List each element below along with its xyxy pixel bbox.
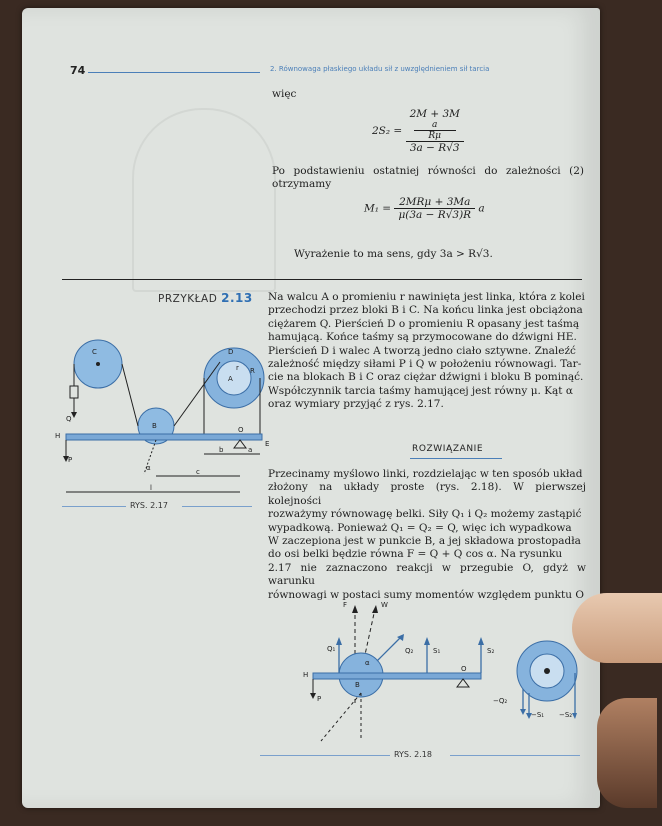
label-p: P [317, 695, 322, 703]
formula-fraction [406, 108, 464, 154]
section-divider [62, 279, 582, 280]
label-o: O [461, 665, 467, 673]
lever-free [313, 673, 481, 679]
example-label [158, 291, 253, 305]
label-h: H [303, 671, 309, 679]
label-minus-q2: −Q₂ [493, 697, 508, 705]
formula-lhs: M₁ = [364, 202, 392, 215]
statement-line: Pierścień D i walec A tworzą jedno ciało sztywne. Znaleźć [268, 344, 576, 357]
finger-overlay [597, 698, 657, 808]
label-q2: Q₂ [405, 647, 414, 655]
formula-fraction [394, 196, 475, 221]
caption-rule-right [182, 506, 252, 507]
statement-line: Współczynnik tarcia taśmy hamującej jest równy μ. Kąt α [268, 384, 573, 397]
solution-line: wypadkową. Ponieważ Q₁ = Q₂ = Q, więc ich wypadkowa [268, 521, 572, 534]
inner-fraction [410, 120, 460, 141]
label-dim-a: a [248, 446, 253, 454]
formula-lhs: 2S₂ = [372, 125, 403, 137]
solution-line: rozważymy równowagę belki. Siły Q₁ i Q₂ możemy zastąpić [268, 508, 582, 521]
chapter-title: 2. Równowaga płaskiego układu sił z uwzględnieniem sił tarcia [270, 65, 490, 73]
lever-he [66, 434, 262, 440]
wiec-word: więc [272, 88, 297, 100]
solution-line: do osi belki będzie równa F = Q + Q cos α. Na rysunku [268, 548, 563, 561]
paragraph-substitution: Po podstawieniu ostatniej równości do zależności (2) otrzymamy [272, 165, 584, 191]
example-number: 2.13 [221, 291, 253, 305]
fig-caption-2-18: RYS. 2.18 [394, 750, 432, 759]
formula-2s2 [372, 108, 464, 154]
label-q1: Q₁ [327, 645, 336, 653]
book-page [22, 8, 600, 808]
label-s1: S₁ [433, 647, 441, 655]
label-r: r [236, 364, 239, 372]
label-p: P [68, 456, 73, 464]
label-c: C [92, 348, 97, 356]
label-dim-c: c [196, 468, 200, 476]
num-main: 2M + 3M [409, 108, 460, 120]
label-R: R [250, 367, 255, 375]
solution-line: Przecinamy myślowo linki, rozdzielając w ten sposób układ [268, 468, 583, 480]
inner-den: Rμ [428, 131, 442, 141]
statement-line: zależność między siłami P i Q w położeniu równowagi. Tar- [268, 358, 582, 371]
solution-line: W zaczepiona jest w punkcie B, a jej składowa prostopadła [268, 535, 581, 548]
label-b: B [355, 681, 360, 689]
label-o: O [238, 426, 244, 434]
figure-2-18 [277, 593, 577, 743]
thumb-overlay [572, 593, 662, 663]
roller-a [217, 361, 251, 395]
solution-line: 2.17 nie zaznaczono reakcji w przegubie O, gdyż w warunku [268, 561, 586, 588]
statement-line: cie na blokach B i C oraz ciężar dźwigni i bloku B pominąć. [268, 371, 584, 384]
label-b: B [152, 422, 157, 430]
example-statement [268, 291, 586, 412]
sense-condition: Wyrażenie to ma sens, gdy 3a > R√3. [294, 248, 493, 260]
label-h: H [55, 432, 61, 440]
example-word: PRZYKŁAD [158, 293, 218, 305]
caption-rule-left [260, 755, 390, 756]
label-a: A [228, 375, 233, 383]
label-w: W [381, 601, 388, 609]
page-number: 74 [70, 64, 86, 77]
formula-m1 [364, 196, 485, 221]
solution-heading-rule [410, 458, 502, 459]
label-minus-s2: −S₂ [559, 711, 573, 719]
statement-line: Na walcu A o promieniu r nawinięta jest linka, która z kolei [268, 291, 585, 303]
solution-line: złożony na układy proste (rys. 2.18). W pierwszej kolejności [268, 481, 586, 507]
formula-tail: a [478, 202, 485, 215]
label-q: Q [66, 415, 72, 423]
statement-line: przechodzi przez bloki B i C. Na końcu linka jest obciążona [268, 304, 583, 317]
label-dim-l: l [150, 484, 152, 492]
fig-caption-2-17: RYS. 2.17 [130, 501, 168, 510]
bleed-through-shape [132, 108, 276, 292]
statement-line: ciężarem Q. Pierścień D o promieniu R opasany jest taśmą [268, 317, 580, 330]
label-dim-b: b [219, 446, 224, 454]
formula-denominator: μ(3a − R√3)R [398, 209, 472, 221]
figure-2-17 [52, 326, 270, 501]
label-s2: S₂ [487, 647, 495, 655]
inner-num: a [414, 120, 456, 131]
label-e: E [265, 440, 270, 448]
weight-q [70, 386, 78, 398]
caption-rule-right [450, 755, 580, 756]
statement-line: oraz wymiary przyjąć z rys. 2.17. [268, 398, 444, 411]
label-alpha: α [146, 464, 151, 472]
header-rule [88, 72, 260, 73]
label-f: F [343, 601, 348, 609]
label-alpha: α [365, 659, 370, 667]
formula-denominator: 3a − R√3 [409, 142, 460, 154]
solution-text [268, 468, 586, 602]
label-minus-s1: −S₁ [531, 711, 545, 719]
formula-numerator [406, 108, 464, 142]
statement-line: hamującą. Końce taśmy są przymocowane do dźwigni HE. [268, 331, 577, 344]
formula-numerator: 2MRμ + 3Ma [394, 196, 475, 209]
label-d: D [228, 348, 234, 356]
caption-rule-left [62, 506, 126, 507]
solution-heading: ROZWIĄZANIE [412, 444, 484, 454]
solution-line: równowagi w postaci sumy momentów względem punktu O [268, 588, 584, 601]
